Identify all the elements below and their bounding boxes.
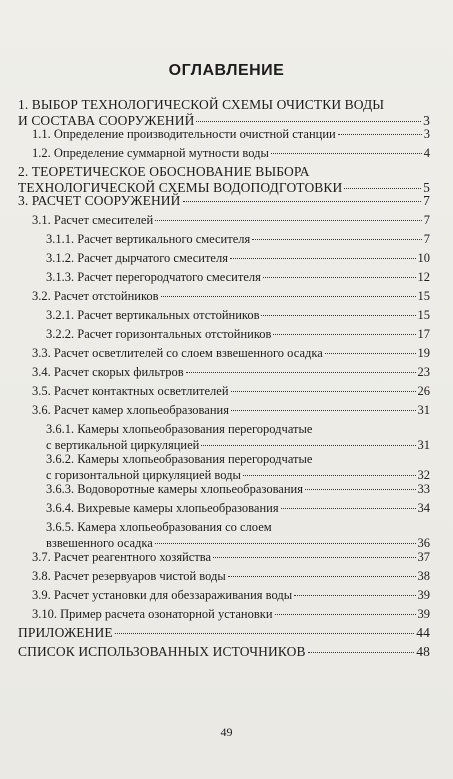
- toc-entry-text: 3.2.1. Расчет вертикальных отстойников: [46, 308, 260, 322]
- dot-leader: [243, 475, 416, 476]
- toc-entry-text: с горизонтальной циркуляцией воды: [46, 468, 241, 482]
- toc-entry[interactable]: [18, 193, 430, 209]
- toc-entry-text: 2. ТЕОРЕТИЧЕСКОЕ ОБОСНОВАНИЕ ВЫБОРА: [18, 164, 310, 179]
- toc-entry-text: 1.2. Определение суммарной мутности воды: [32, 146, 269, 160]
- toc-page-number: 33: [417, 482, 430, 496]
- toc-entry-text: 3.1. Расчет смесителей: [32, 213, 154, 227]
- toc-page-number: 26: [417, 384, 430, 398]
- toc-entry-text: 3.1.2. Расчет дырчатого смесителя: [46, 251, 228, 265]
- toc-entry-text: 3.10. Пример расчета озонаторной установки: [32, 607, 273, 621]
- dot-leader: [338, 134, 422, 135]
- toc-entry[interactable]: [18, 164, 430, 196]
- dot-leader: [275, 614, 416, 615]
- dot-leader: [230, 258, 416, 259]
- toc-page-number: 10: [417, 251, 430, 265]
- toc-entry-text: 3. РАСЧЕТ СООРУЖЕНИЙ: [18, 193, 181, 208]
- toc-page-number: 15: [417, 308, 430, 322]
- toc-entry-text: 3.6.5. Камера хлопьеобразования со слоем: [46, 520, 272, 534]
- toc-page-number: 48: [416, 644, 430, 659]
- toc-page-number: 32: [417, 468, 430, 482]
- dot-leader: [161, 296, 416, 297]
- dot-leader: [231, 410, 416, 411]
- toc-page-number: 19: [417, 346, 430, 360]
- dot-leader: [252, 239, 422, 240]
- toc-page-number: 23: [417, 365, 430, 379]
- toc-entry[interactable]: [18, 644, 430, 660]
- toc-entry-text: 3.2. Расчет отстойников: [32, 289, 159, 303]
- dot-leader: [196, 121, 421, 122]
- toc-page-number: 38: [417, 569, 430, 583]
- dot-leader: [263, 277, 416, 278]
- dot-leader: [228, 576, 416, 577]
- toc-page-number: 3: [423, 113, 430, 128]
- toc-page-number: 7: [423, 213, 430, 227]
- dot-leader: [294, 595, 415, 596]
- dot-leader: [155, 543, 416, 544]
- dot-leader: [344, 188, 421, 189]
- toc-entry[interactable]: [46, 307, 430, 323]
- dot-leader: [183, 201, 422, 202]
- toc-entry[interactable]: [32, 402, 430, 418]
- toc-entry-text: СПИСОК ИСПОЛЬЗОВАННЫХ ИСТОЧНИКОВ: [18, 644, 306, 659]
- toc-entry[interactable]: [32, 587, 430, 603]
- dot-leader: [201, 445, 415, 446]
- toc-entry[interactable]: [46, 326, 430, 342]
- toc-entry[interactable]: [32, 606, 430, 622]
- toc-entry[interactable]: [32, 126, 430, 142]
- toc-page-number: 31: [417, 438, 430, 452]
- toc-entry-text: взвешенного осадка: [46, 536, 153, 550]
- toc-page-number: 17: [417, 327, 430, 341]
- dot-leader: [308, 652, 415, 653]
- toc-entry-text: И СОСТАВА СООРУЖЕНИЙ: [18, 113, 195, 128]
- dot-leader: [281, 508, 416, 509]
- toc-entry-text: ТЕХНОЛОГИЧЕСКОЙ СХЕМЫ ВОДОПОДГОТОВКИ: [18, 180, 343, 195]
- toc-entry-text: 3.7. Расчет реагентного хозяйства: [32, 550, 212, 564]
- dot-leader: [325, 353, 416, 354]
- toc-page-number: 37: [417, 550, 430, 564]
- toc-entry-text: 1.1. Определение производительности очистной станции: [32, 127, 336, 141]
- toc-entry-text: 3.5. Расчет контактных осветлителей: [32, 384, 229, 398]
- toc-entry[interactable]: [46, 250, 430, 266]
- toc-entry-text: 3.6. Расчет камер хлопьеобразования: [32, 403, 229, 417]
- page-number: 49: [220, 725, 233, 739]
- toc-entry[interactable]: [32, 212, 430, 228]
- toc-page-number: 7: [423, 193, 430, 208]
- toc-entry-text: 1. ВЫБОР ТЕХНОЛОГИЧЕСКОЙ СХЕМЫ ОЧИСТКИ ВОДЫ: [18, 97, 385, 112]
- toc-entry[interactable]: [32, 568, 430, 584]
- toc-entry[interactable]: [32, 364, 430, 380]
- toc-page-number: 44: [416, 625, 430, 640]
- toc-entry-text: 3.6.2. Камеры хлопьеобразования перегородчатые: [46, 452, 313, 466]
- toc-entry[interactable]: [32, 549, 430, 565]
- toc-entry[interactable]: [46, 269, 430, 285]
- toc-entry-text: 3.6.1. Камеры хлопьеобразования перегородчатые: [46, 422, 313, 436]
- toc-page-number: 39: [417, 588, 430, 602]
- toc-page-number: 3: [423, 127, 430, 141]
- toc-entry-text: с вертикальной циркуляцией: [46, 438, 200, 452]
- dot-leader: [273, 334, 415, 335]
- toc-entry[interactable]: [32, 145, 430, 161]
- toc-entry[interactable]: [46, 519, 430, 551]
- toc-entry-text: 3.1.1. Расчет вертикального смесителя: [46, 232, 251, 246]
- toc-entry-text: 3.9. Расчет установки для обеззараживания воды: [32, 588, 293, 602]
- toc-entry[interactable]: [46, 500, 430, 516]
- toc-entry-text: 3.3. Расчет осветлителей со слоем взвешенного осадка: [32, 346, 323, 360]
- dot-leader: [261, 315, 415, 316]
- toc-page-number: 36: [417, 536, 430, 550]
- toc-title: ОГЛАВЛЕНИЕ: [168, 62, 285, 79]
- toc-entry-text: 3.4. Расчет скорых фильтров: [32, 365, 184, 379]
- dot-leader: [186, 372, 416, 373]
- toc-entry-text: 3.8. Расчет резервуаров чистой воды: [32, 569, 226, 583]
- toc-entry[interactable]: [32, 383, 430, 399]
- toc-page-number: 34: [417, 501, 430, 515]
- toc-entry-text: 3.6.4. Вихревые камеры хлопьеобразования: [46, 501, 279, 515]
- dot-leader: [271, 153, 422, 154]
- toc-entry[interactable]: [46, 231, 430, 247]
- toc-page-number: 31: [417, 403, 430, 417]
- toc-entry[interactable]: [46, 481, 430, 497]
- toc-entry-text: ПРИЛОЖЕНИЕ: [18, 625, 113, 640]
- toc-entry-text: 3.1.3. Расчет перегородчатого смесителя: [46, 270, 261, 284]
- toc-entry[interactable]: [18, 625, 430, 641]
- dot-leader: [231, 391, 416, 392]
- toc-entry[interactable]: [32, 288, 430, 304]
- dot-leader: [155, 220, 422, 221]
- toc-page-number: 15: [417, 289, 430, 303]
- toc-entry[interactable]: [46, 451, 430, 483]
- toc-entry-text: 3.6.3. Водоворотные камеры хлопьеобразования: [46, 482, 303, 496]
- toc-entry[interactable]: [32, 345, 430, 361]
- dot-leader: [115, 633, 415, 634]
- dot-leader: [305, 489, 416, 490]
- toc-entry[interactable]: [18, 97, 430, 129]
- toc-page-number: 4: [423, 146, 430, 160]
- toc-entry[interactable]: [46, 421, 430, 453]
- dot-leader: [213, 557, 415, 558]
- toc-page-number: 39: [417, 607, 430, 621]
- toc-page-number: 12: [417, 270, 430, 284]
- toc-entry-text: 3.2.2. Расчет горизонтальных отстойников: [46, 327, 272, 341]
- toc-page-number: 5: [423, 180, 430, 195]
- toc-page-number: 7: [423, 232, 430, 246]
